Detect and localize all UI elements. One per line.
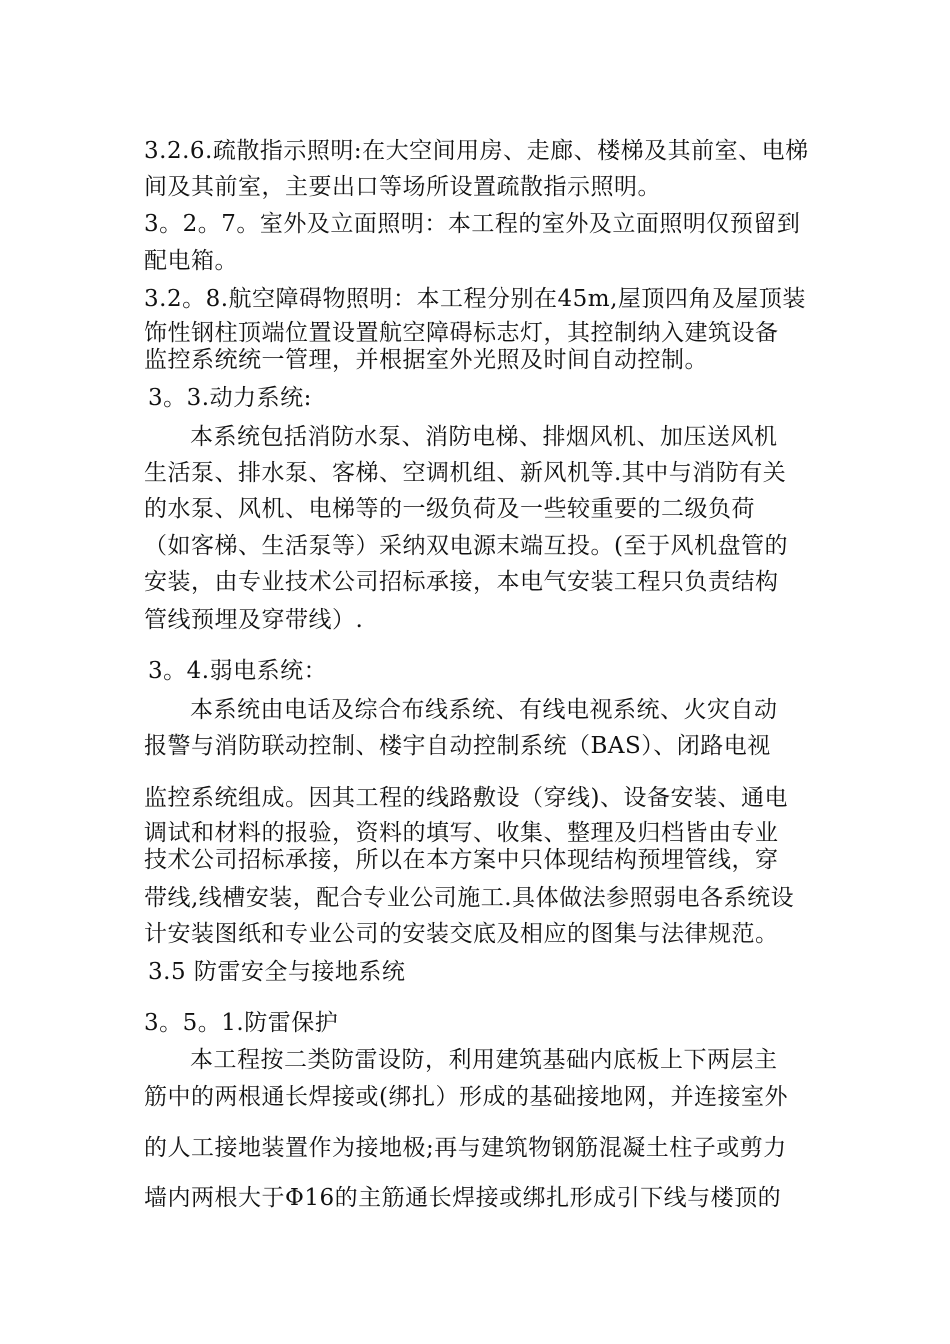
- subsection-heading: 3。5。1.防雷保护: [144, 1010, 339, 1036]
- text-line: 饰性钢柱顶端位置设置航空障碍标志灯，其控制纳入建筑设备: [144, 320, 779, 346]
- text-line: 本系统包括消防水泵、消防电梯、排烟风机、加压送风机: [190, 424, 778, 450]
- text-line: 3。2。7。室外及立面照明：本工程的室外及立面照明仅预留到: [144, 211, 801, 237]
- text-line: 间及其前室，主要出口等场所设置疏散指示照明。: [144, 174, 661, 200]
- text-line: 墙内两根大于Φ16的主筋通长焊接或绑扎形成引下线与楼顶的: [144, 1185, 782, 1211]
- text-line: 配电箱。: [144, 248, 238, 274]
- text-line: 3.2.6.疏散指示照明:在大空间用房、走廊、楼梯及其前室、电梯: [144, 138, 809, 164]
- section-heading: 3.5 防雷安全与接地系统: [148, 959, 406, 985]
- text-line: 的人工接地装置作为接地极;再与建筑物钢筋混凝土柱子或剪力: [144, 1135, 787, 1161]
- text-line: 报警与消防联动控制、楼宇自动控制系统（BAS）、闭路电视: [144, 733, 771, 759]
- text-line: 本工程按二类防雷设防，利用建筑基础内底板上下两层主: [190, 1047, 778, 1073]
- text-line: 管线预埋及穿带线）.: [144, 607, 364, 633]
- text-line: 计安装图纸和专业公司的安装交底及相应的图集与法律规范。: [144, 921, 779, 947]
- text-line: 本系统由电话及综合布线系统、有线电视系统、火灾自动: [190, 697, 778, 723]
- text-line: （如客梯、生活泵等）采纳双电源末端互投。(至于风机盘管的: [144, 533, 788, 559]
- section-heading: 3。4.弱电系统：: [148, 658, 328, 684]
- text-line: 筋中的两根通长焊接或(绑扎）形成的基础接地网，并连接室外: [144, 1084, 788, 1110]
- text-line: 生活泵、排水泵、客梯、空调机组、新风机等.其中与消防有关: [144, 460, 787, 486]
- section-heading: 3。3.动力系统:: [148, 385, 312, 411]
- text-line: 3.2。8.航空障碍物照明：本工程分别在45m,屋顶四角及屋顶装: [144, 286, 806, 312]
- text-line: 的水泵、风机、电梯等的一级负荷及一些较重要的二级负荷: [144, 496, 755, 522]
- text-line: 监控系统组成。因其工程的线路敷设（穿线)、设备安装、通电: [144, 785, 788, 811]
- text-line: 监控系统统一管理，并根据室外光照及时间自动控制。: [144, 347, 708, 373]
- text-line: 技术公司招标承接，所以在本方案中只体现结构预埋管线，穿: [144, 847, 779, 873]
- text-line: 带线,线槽安装，配合专业公司施工.具体做法参照弱电各系统设: [144, 885, 795, 911]
- text-line: 安装，由专业技术公司招标承接，本电气安装工程只负责结构: [144, 569, 779, 595]
- text-line: 调试和材料的报验，资料的填写、收集、整理及归档皆由专业: [144, 820, 779, 846]
